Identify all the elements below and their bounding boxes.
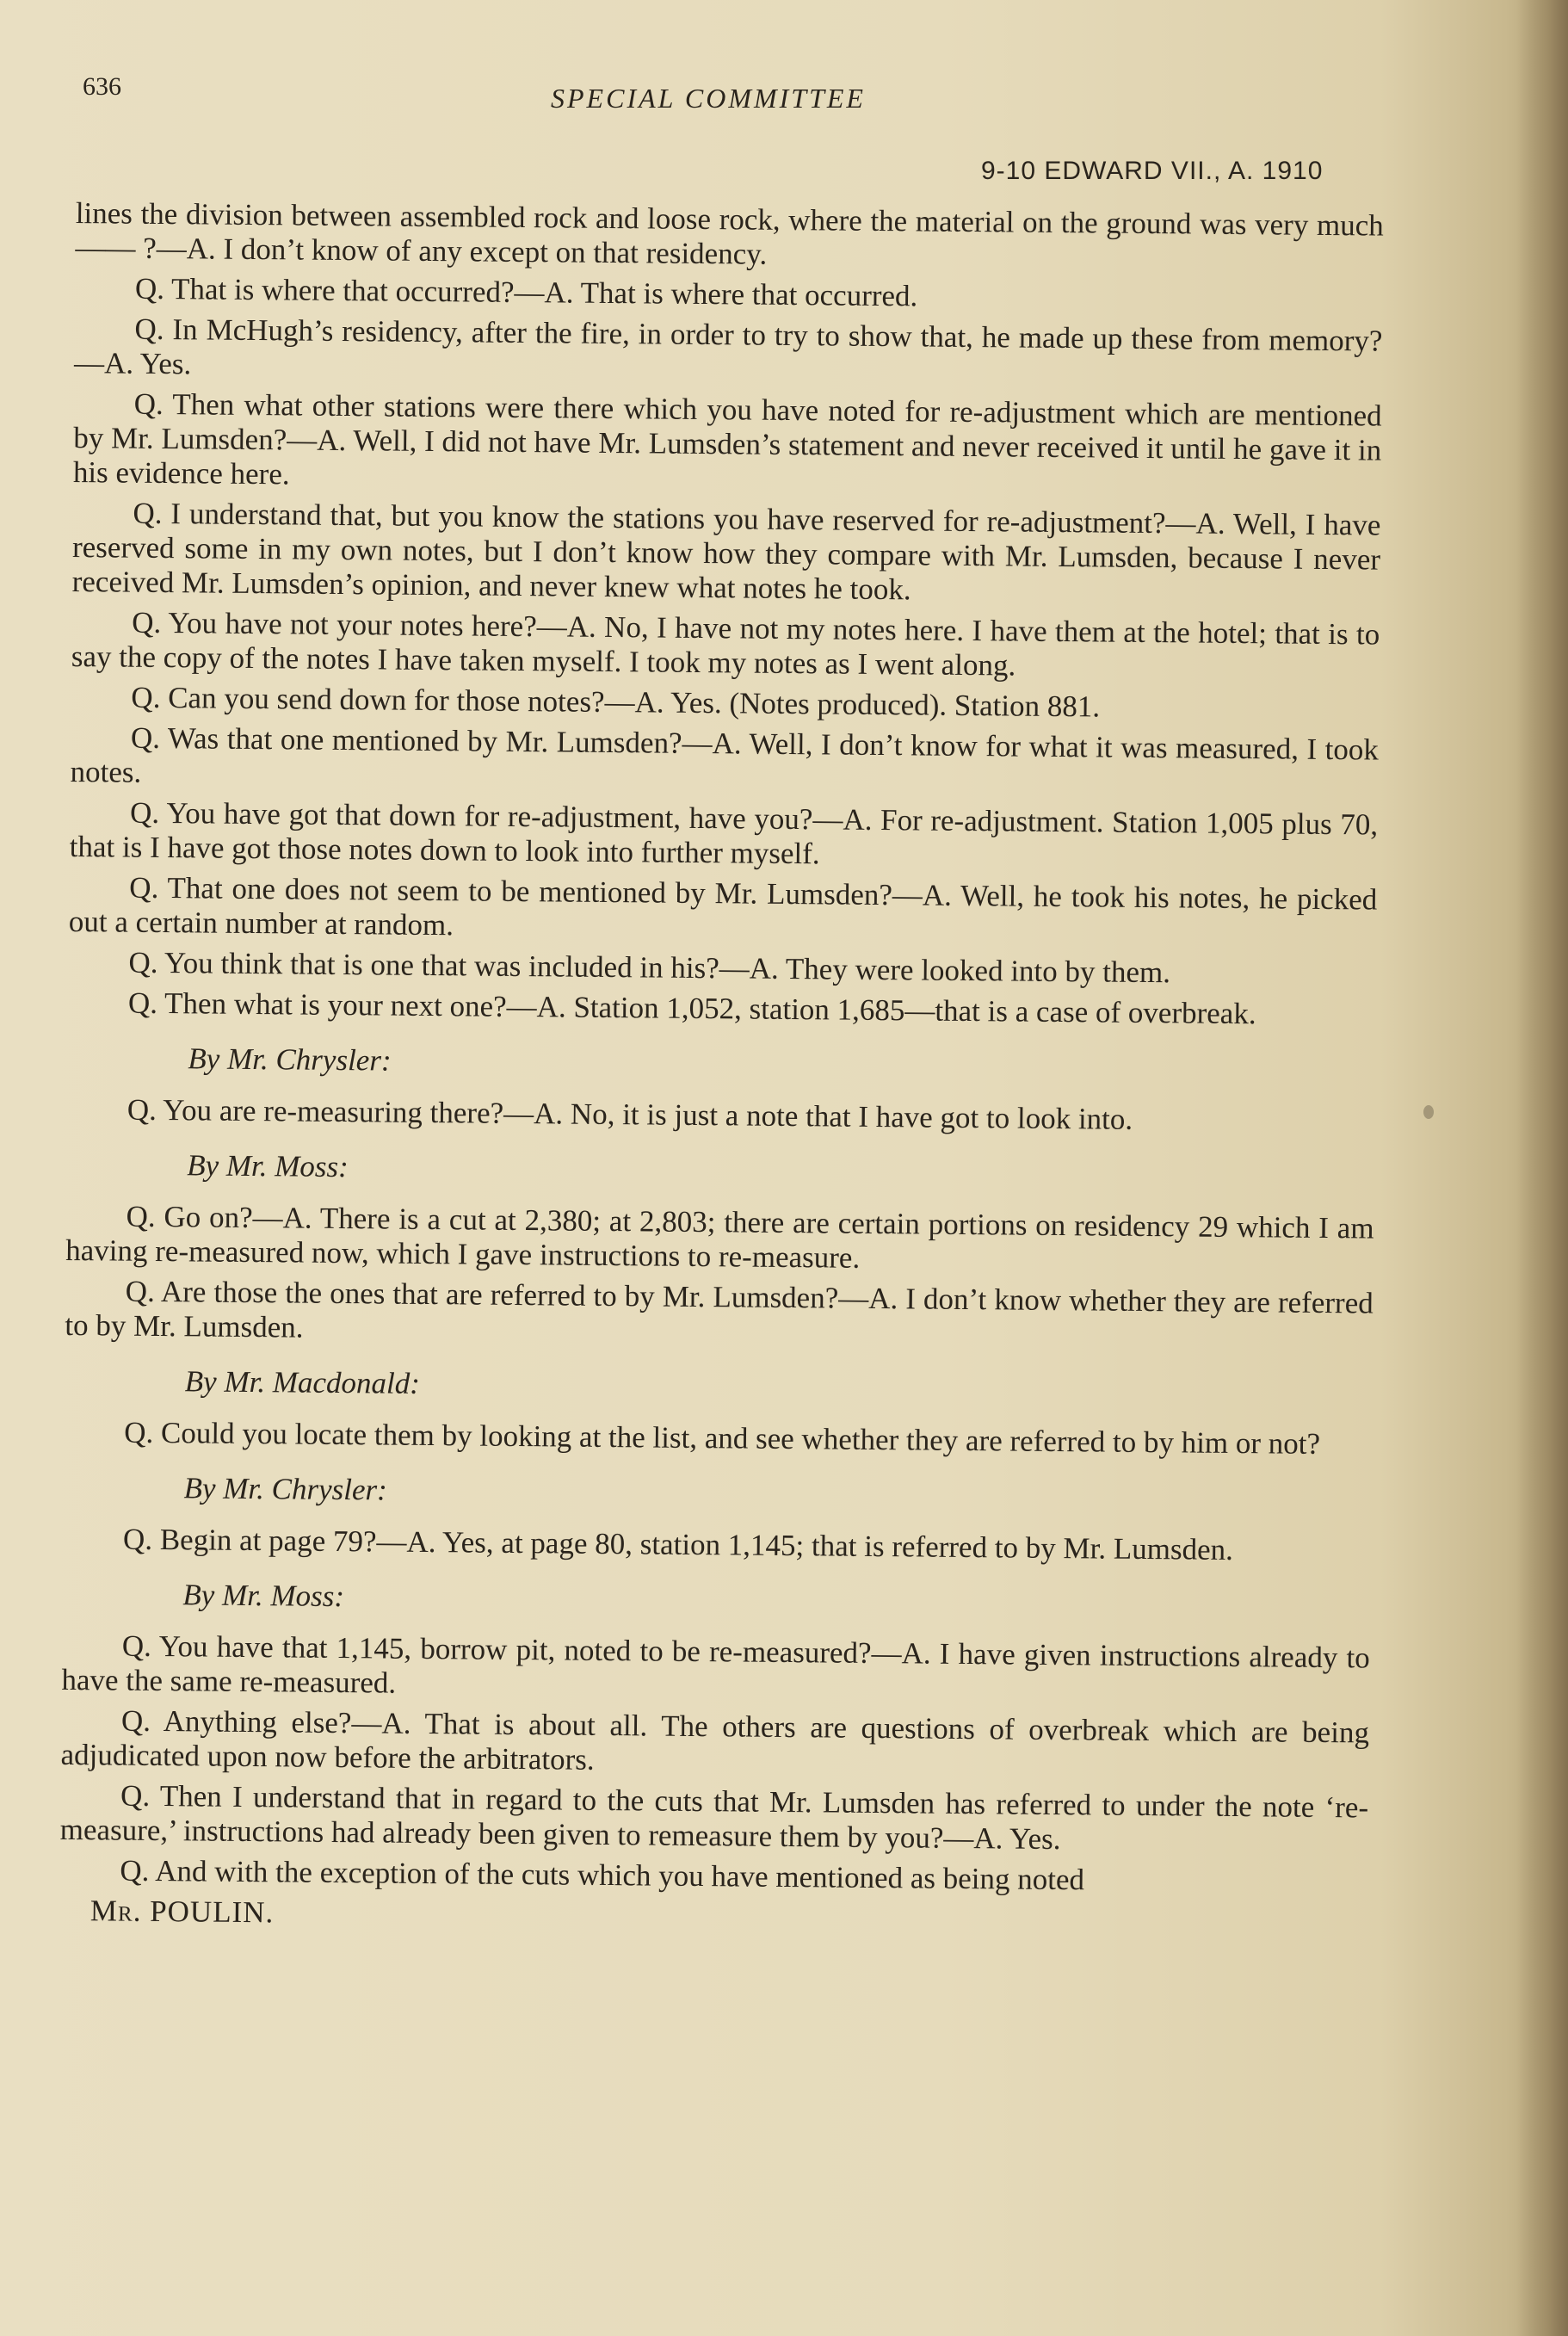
paragraph: Q. That is where that occurred?—A. That is where that occurred. (134, 271, 918, 313)
paragraph: Q. Begin at page 79?—A. Yes, at page 80, station 1,145; that is referred to by Mr. Lumsden. (122, 1522, 1234, 1567)
paragraph: Q. Are those the ones that are referred to by Mr. Lumsden?—A. I don’t know whether they are referred to by Mr. Lumsden. (65, 1274, 1374, 1344)
paragraph: Q. You think that is one that was included in his?—A. They were looked into by them. (128, 945, 1171, 990)
speaker-heading: By Mr. Moss: (187, 1148, 349, 1184)
paragraph: Q. You have got that down for re-adjustment, have you?—A. For re-adjustment. Station 1,005 plus 70, that is I have got those notes down to look into further myself. (69, 795, 1379, 871)
paragraph: Q. Then what other stations were there which you have noted for re-adjustment which are mentioned by Mr. Lumsden?—A. Well, I did not have Mr. Lumsden’s statement and never received it until he gave it in his evidence here. (72, 386, 1382, 491)
paragraph: lines the division between assembled rock and loose rock, where the material on the ground was very much—— ?—A. I don’t know of any except on that residency. (75, 196, 1384, 271)
paragraph: Q. Then what is your next one?—A. Station 1,052, station 1,685—that is a case of overbreak. (127, 986, 1256, 1031)
paragraph: Q. That one does not seem to be mentioned by Mr. Lumsden?—A. Well, he took his notes, he picked out a certain number at random. (68, 870, 1378, 942)
paragraph: Q. Anything else?—A. That is about all. The others are questions of overbreak which are being adjudicated upon now before the arbitrators. (60, 1703, 1370, 1777)
page-number: 636 (83, 72, 121, 101)
transcript-body (59, 196, 1384, 1946)
paragraph: Q. You are re-measuring there?—A. No, it is just a note that I have got to look into. (127, 1092, 1133, 1136)
paragraph: Q. In McHugh’s residency, after the fire, in order to try to show that, he made up these from memory?—A. Yes. (73, 312, 1383, 381)
session-reference: 9-10 EDWARD VII., A. 1910 (981, 157, 1324, 185)
speaker-heading: By Mr. Chrysler: (188, 1041, 392, 1078)
paragraph: Q. I understand that, but you know the stations you have reserved for re-adjustment?—A. Well, I have reserved some in my own notes, but I don’t know how they compare with Mr. Lumsden, because I never received Mr. Lumsden’s opinion, and never knew what notes he took. (71, 496, 1381, 607)
running-head: SPECIAL COMMITTEE (551, 83, 866, 114)
book-spine-shadow (1516, 0, 1568, 2336)
paragraph: Q. Can you send down for those notes?—A. Yes. (Notes produced). Station 881. (131, 680, 1101, 724)
paragraph: Q. Then I understand that in regard to the cuts that Mr. Lumsden has referred to under the note ‘re-measure,’ instructions had already been given to remeasure them by you?—A. Yes. (59, 1778, 1369, 1857)
speaker-heading: By Mr. Chrysler: (183, 1471, 387, 1507)
speaker-heading: By Mr. Moss: (182, 1578, 345, 1614)
paragraph: Q. Could you locate them by looking at the list, and see whether they are referred to by him or not? (124, 1415, 1321, 1461)
paper-speck (1423, 1105, 1434, 1119)
paragraph: Q. And with the exception of the cuts which you have mentioned as being noted (120, 1853, 1085, 1897)
speaker-heading: By Mr. Macdonald: (184, 1364, 421, 1400)
paragraph: Q. Go on?—A. There is a cut at 2,380; at 2,803; there are certain portions on residency 29 which I am having re-measured now, which I gave instructions to re-measure. (65, 1199, 1374, 1275)
witness-name-text: Mr. POULIN. (90, 1894, 275, 1930)
paragraph: Q. You have that 1,145, borrow pit, noted to be re-measured?—A. I have given instructions already to have the same re-measured. (61, 1628, 1370, 1700)
witness-name (59, 1894, 1367, 1941)
paragraph: Q. You have not your notes here?—A. No, I have not my notes here. I have them at the hotel; that is to say the copy of the notes I have taken myself. I took my notes as I went along. (71, 605, 1380, 683)
paragraph: Q. Was that one mentioned by Mr. Lumsden?—A. Well, I don’t know for what it was measured, I took notes. (70, 720, 1380, 789)
